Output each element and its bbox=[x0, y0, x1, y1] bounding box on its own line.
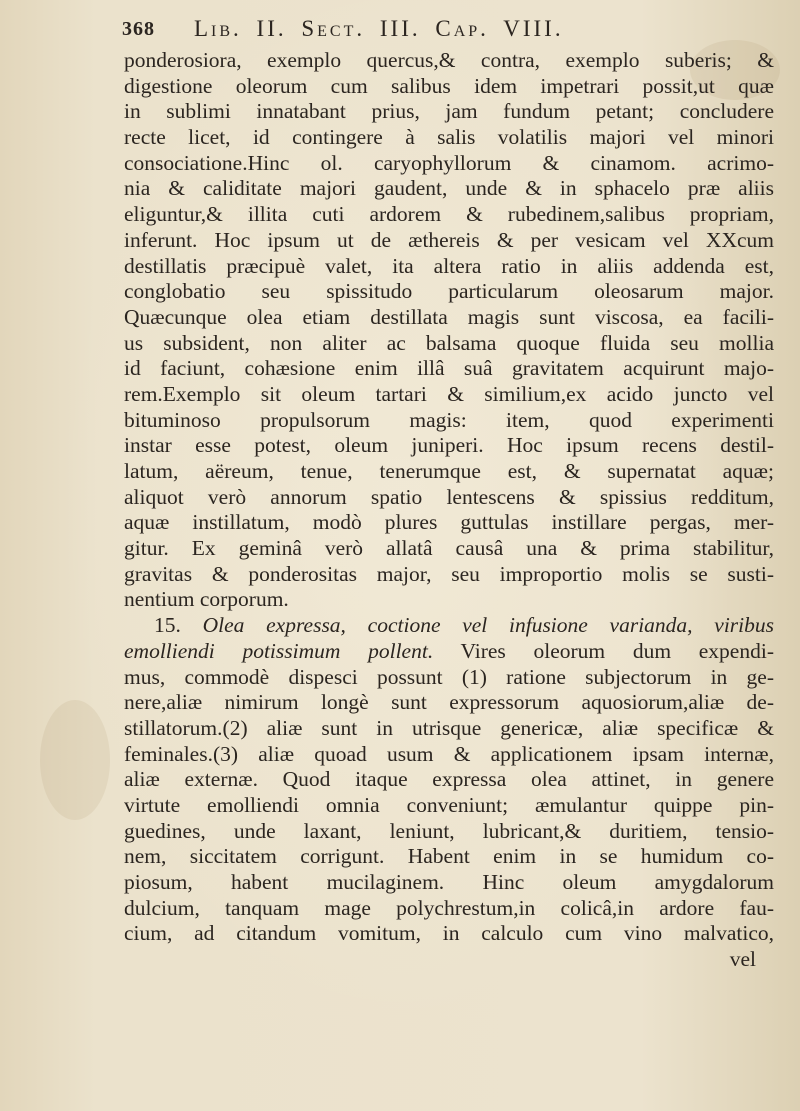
text-line: nere,aliæ nimirum longè sunt expressorum aquosiorum,aliæ de- bbox=[124, 690, 774, 715]
body-text bbox=[124, 48, 774, 973]
text-line: conglobatio seu spissitudo particularum oleosarum major. bbox=[124, 279, 774, 304]
text-line: destillatis præcipuè valet, ita altera ratio in aliis addenda est, bbox=[124, 253, 774, 278]
text-line: bituminoso propulsorum magis: item, quod experimenti bbox=[124, 407, 774, 432]
text-line: eliguntur,& illita cuti ardorem & rubedinem,salibus propriam, bbox=[124, 202, 774, 227]
page-header bbox=[120, 14, 780, 48]
text-line: piosum, habent mucilaginem. Hinc oleum amygdalorum bbox=[124, 870, 774, 894]
section-heading-line bbox=[124, 613, 774, 639]
text-line: nem, siccitatem corrigunt. Habent enim in se humidum co- bbox=[124, 844, 774, 869]
section-heading-line bbox=[124, 639, 774, 665]
text-line: cium, ad citandum vomitum, in calculo cum vino malvatico, bbox=[124, 921, 774, 946]
text-line: Quæcunque olea etiam destillata magis sunt viscosa, ea facili- bbox=[124, 304, 774, 329]
text-line: id faciunt, cohæsione enim illâ suâ gravitatem acquirunt majo- bbox=[124, 356, 774, 381]
section-heading-continued: emolliendi potissimum pollent. bbox=[124, 638, 434, 663]
text-line: recte licet, id contingere à salis volatilis majori vel minori bbox=[124, 125, 774, 150]
text-line: aliæ externæ. Quod itaque expressa olea attinet, in genere bbox=[124, 767, 774, 792]
text-line: consociatione.Hinc ol. caryophyllorum & cinamom. acrimo- bbox=[124, 150, 774, 175]
paper-stain bbox=[40, 700, 110, 820]
text-line: stillatorum.(2) aliæ sunt in utrisque genericæ, aliæ specificæ & bbox=[124, 715, 774, 740]
section-first-text: Vires oleorum dum expendi- bbox=[460, 638, 774, 663]
page-number: 368 bbox=[122, 18, 155, 40]
section-heading: Olea expressa, coctione vel infusione varianda, viribus bbox=[202, 613, 774, 638]
text-line: us subsident, non aliter ac balsama quoque fluida seu mollia bbox=[124, 330, 774, 355]
text-line: in sublimi innatabant prius, jam fundum petant; concludere bbox=[124, 99, 774, 124]
text-line: rem.Exemplo sit oleum tartari & similium,ex acido juncto vel bbox=[124, 381, 774, 406]
text-line: gravitas & ponderositas major, seu improportio molis se susti- bbox=[124, 561, 774, 586]
text-line: dulcium, tanquam mage polychrestum,in colicâ,in ardore fau- bbox=[124, 895, 774, 920]
text-line: gitur. Ex geminâ verò allatâ causâ una & prima stabilitur, bbox=[124, 536, 774, 561]
text-line: mus, commodè dispesci possunt (1) ratione subjectorum in ge- bbox=[124, 664, 774, 689]
text-line: guedines, unde laxant, leniunt, lubricant,& duritiem, tensio- bbox=[124, 818, 774, 843]
text-line: nia & caliditate majori gaudent, unde & in sphacelo præ aliis bbox=[124, 176, 774, 201]
text-line: aquæ instillatum, modò plures guttulas instillare pergas, mer- bbox=[124, 510, 774, 535]
text-line: feminales.(3) aliæ quoad usum & applicationem ipsam internæ, bbox=[124, 741, 774, 766]
catchword: vel bbox=[729, 947, 756, 972]
text-line: virtute emolliendi omnia conveniunt; æmulantur quippe pin- bbox=[124, 792, 774, 817]
running-title: Lib. II. Sect. III. Cap. VIII. bbox=[194, 16, 564, 41]
text-line: ponderosiora, exemplo quercus,& contra, exemplo suberis; & bbox=[124, 48, 774, 72]
text-line: nentium corporum. bbox=[124, 587, 289, 612]
text-line: inferunt. Hoc ipsum ut de æthereis & per vesicam vel XXcum bbox=[124, 227, 774, 252]
text-line: digestione oleorum cum salibus idem impetrari possit,ut quæ bbox=[124, 73, 774, 98]
text-line: aliquot verò annorum spatio lentescens & spissius redditum, bbox=[124, 484, 774, 509]
section-number: 15. bbox=[154, 613, 181, 638]
text-line: instar esse potest, oleum juniperi. Hoc ipsum recens destil- bbox=[124, 433, 774, 458]
text-line: latum, aëreum, tenue, tenerumque est, & supernatat aquæ; bbox=[124, 459, 774, 483]
